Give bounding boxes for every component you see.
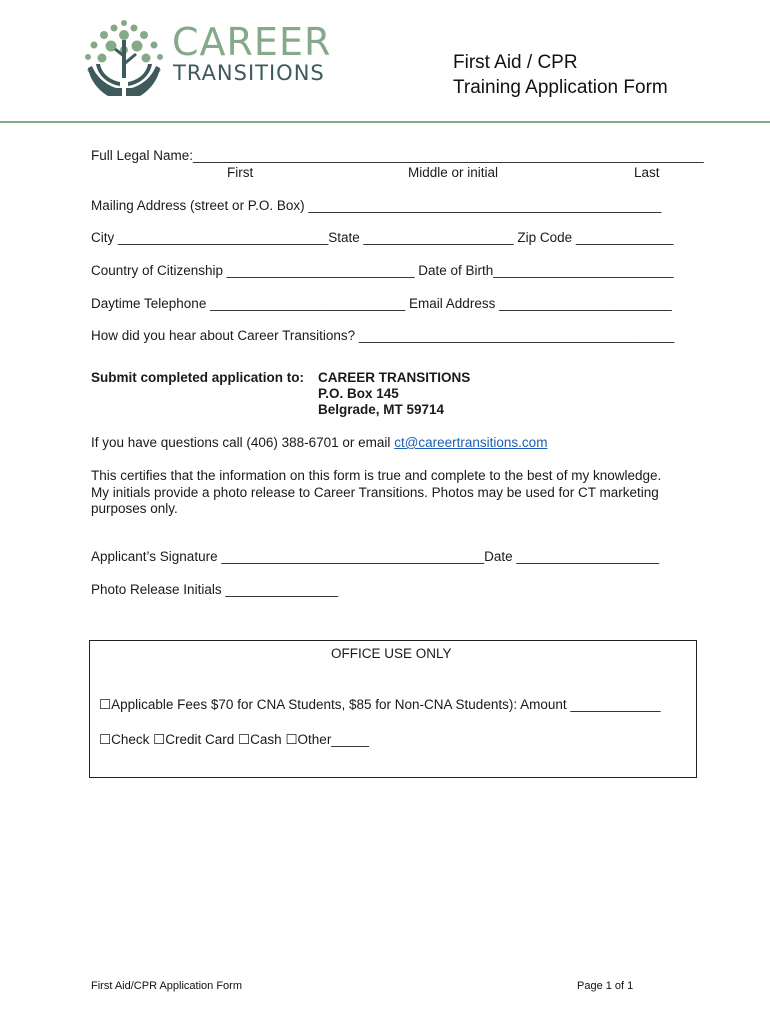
photo-release-initials-field[interactable]: Photo Release Initials _______________ <box>91 582 338 597</box>
submit-address-line-3: Belgrade, MT 59714 <box>318 402 445 417</box>
payment-other-label: Other_____ <box>297 732 369 747</box>
tree-hands-icon <box>78 18 170 102</box>
credit-card-checkbox[interactable]: ☐ <box>153 732 166 747</box>
fees-row <box>99 697 660 713</box>
payment-method-row <box>99 732 369 748</box>
contact-line <box>91 435 547 450</box>
title-line-1: First Aid / CPR <box>453 52 578 73</box>
fees-label: Applicable Fees $70 for CNA Students, $85 for Non-CNA Students): Amount ____________ <box>111 697 661 712</box>
phone-email-field[interactable]: Daytime Telephone __________________________ Email Address _______________________ <box>91 296 672 311</box>
logo-word-career: CAREER <box>172 20 332 64</box>
contact-text: If you have questions call (406) 388-6701 or email <box>91 435 395 450</box>
full-name-field[interactable]: Full Legal Name:____________________________________________________________________ <box>91 148 704 163</box>
referral-source-field[interactable]: How did you hear about Career Transitions? __________________________________________ <box>91 328 675 343</box>
cash-checkbox[interactable]: ☐ <box>238 732 251 747</box>
footer-page-number: Page 1 of 1 <box>577 980 634 992</box>
payment-check-label: Check <box>111 732 150 747</box>
footer-form-name: First Aid/CPR Application Form <box>91 980 242 992</box>
submit-label: Submit completed application to: <box>91 370 305 385</box>
submit-address-line-1: CAREER TRANSITIONS <box>318 370 471 385</box>
header-divider <box>0 121 770 123</box>
fees-checkbox[interactable]: ☐ <box>99 697 112 712</box>
email-link[interactable]: ct@careertransitions.com <box>394 435 548 450</box>
name-sub-last: Last <box>634 165 660 180</box>
check-checkbox[interactable]: ☐ <box>99 732 112 747</box>
mailing-address-field[interactable]: Mailing Address (street or P.O. Box) _______________________________________________ <box>91 198 662 213</box>
citizenship-dob-field[interactable]: Country of Citizenship _________________________ Date of Birth________________________ <box>91 263 674 278</box>
page-title <box>453 50 668 100</box>
certify-line-2: My initials provide a photo release to Career Transitions. Photos may be used for CT marketing <box>91 485 659 500</box>
name-sub-middle: Middle or initial <box>408 165 499 180</box>
certify-line-1: This certifies that the information on this form is true and complete to the best of my knowledge. <box>91 468 662 483</box>
payment-credit-card-label: Credit Card <box>165 732 235 747</box>
submit-address-line-2: P.O. Box 145 <box>318 386 399 401</box>
name-sub-first: First <box>227 165 254 180</box>
career-transitions-logo <box>78 18 332 102</box>
city-state-zip-field[interactable]: City ____________________________State ____________________ Zip Code _____________ <box>91 230 674 245</box>
payment-cash-label: Cash <box>250 732 282 747</box>
logo-word-transitions: TRANSITIONS <box>173 61 325 85</box>
title-line-2: Training Application Form <box>453 77 668 98</box>
certify-line-3: purposes only. <box>91 501 178 516</box>
office-use-title: OFFICE USE ONLY <box>331 646 452 661</box>
signature-date-field[interactable]: Applicant’s Signature ___________________________________Date ___________________ <box>91 549 660 564</box>
other-checkbox[interactable]: ☐ <box>285 732 298 747</box>
